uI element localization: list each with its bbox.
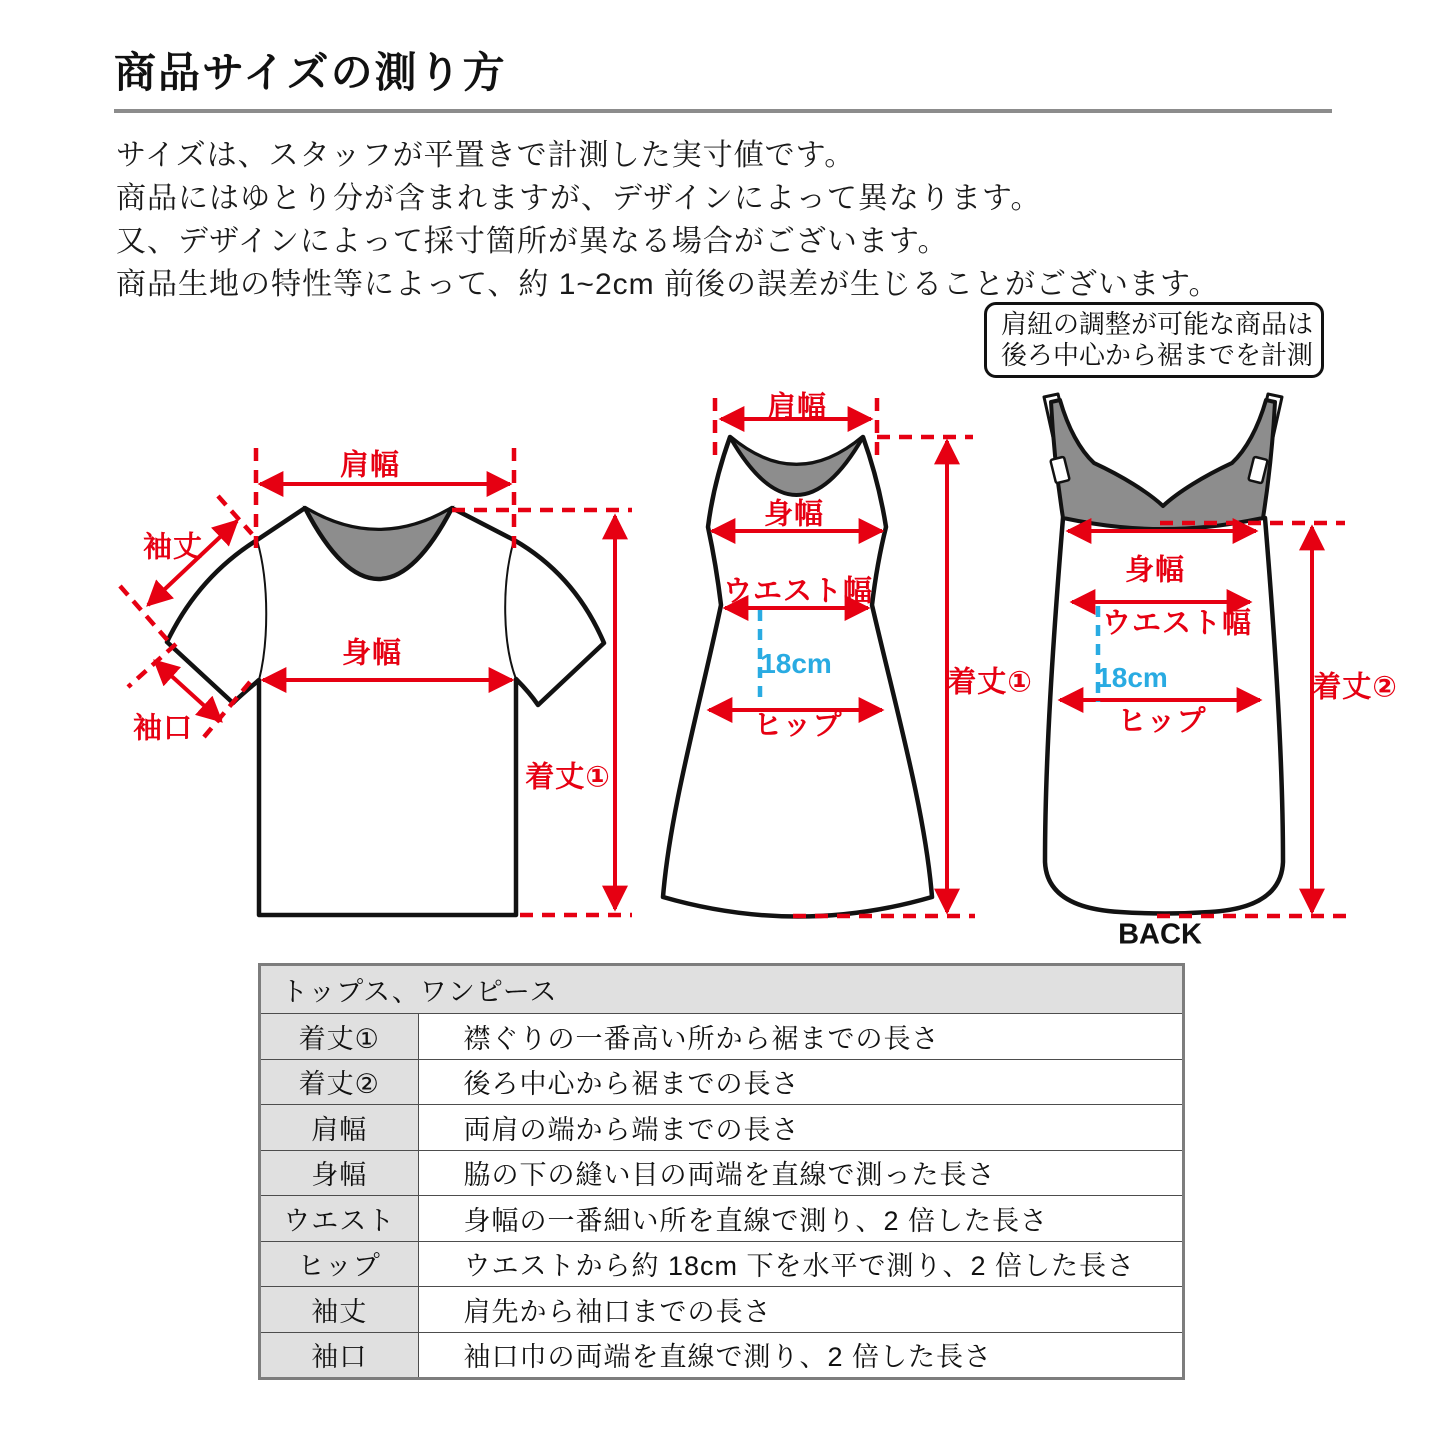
table-row	[261, 1059, 1182, 1105]
intro-line: 商品生地の特性等によって、約 1~2cm 前後の誤差が生じることがございます。	[116, 268, 1220, 301]
camisole-hip-label: ヒップ	[1117, 705, 1207, 738]
tshirt-body-width-label: 身幅	[341, 637, 403, 670]
camisole-back-label: BACK	[1118, 918, 1202, 951]
strap-note-line: 後ろ中心から裾までを計測	[1001, 340, 1314, 370]
table-row	[261, 1241, 1182, 1287]
desc-cell: 脇の下の縫い目の両端を直線で測った長さ	[463, 1160, 996, 1191]
desc-cell: 襟ぐりの一番高い所から裾までの長さ	[463, 1023, 940, 1054]
term-cell: ウエスト	[261, 1196, 419, 1241]
desc-cell: ウエストから約 18cm 下を水平で測り、2 倍した長さ	[463, 1251, 1136, 1282]
term-cell: 着丈①	[261, 1014, 419, 1059]
desc-cell: 肩先から袖口までの長さ	[463, 1296, 772, 1327]
intro-line: 商品にはゆとり分が含まれますが、デザインによって異なります。	[116, 182, 1042, 215]
tshirt-cuff-width-label: 袖口	[132, 712, 194, 745]
table-header: トップス、ワンピース	[261, 966, 1182, 1013]
table-row	[261, 1104, 1182, 1150]
term-cell: 着丈②	[261, 1060, 419, 1105]
dress-hip-label: ヒップ	[753, 709, 843, 742]
dress-length-label: 着丈①	[947, 666, 1033, 699]
table-row	[261, 1332, 1182, 1378]
table-row	[261, 1195, 1182, 1241]
strap-note-line: 肩紐の調整が可能な商品は	[1001, 309, 1314, 339]
dress-hip-offset-label: 18cm	[760, 648, 832, 679]
camisole-illustration	[1044, 394, 1283, 914]
intro-line: サイズは、スタッフが平置きで計測した実寸値です。	[116, 139, 856, 172]
tshirt-illustration	[167, 508, 604, 915]
term-cell: 肩幅	[261, 1105, 419, 1150]
desc-cell: 後ろ中心から裾までの長さ	[463, 1069, 800, 1100]
intro-line: 又、デザインによって採寸箇所が異なる場合がございます。	[116, 225, 949, 258]
desc-cell: 身幅の一番細い所を直線で測り、2 倍した長さ	[463, 1205, 1049, 1236]
desc-cell: 両肩の端から端までの長さ	[463, 1114, 800, 1145]
page-title: 商品サイズの測り方	[114, 49, 507, 96]
tshirt-shoulder-width-label: 肩幅	[339, 449, 401, 482]
tshirt-sleeve-length-label: 袖丈	[142, 531, 204, 564]
dress-waist-width-label: ウエスト幅	[722, 575, 874, 608]
table-row	[261, 1150, 1182, 1196]
dress-shoulder-width-label: 肩幅	[766, 391, 828, 424]
dress-body-width-label: 身幅	[763, 498, 825, 531]
term-cell: 身幅	[261, 1151, 419, 1196]
term-cell: 袖丈	[261, 1287, 419, 1332]
tshirt-length-label: 着丈①	[525, 761, 611, 794]
camisole-length-label: 着丈②	[1312, 671, 1398, 704]
table-row	[261, 1286, 1182, 1332]
camisole-body-width-label: 身幅	[1124, 554, 1186, 587]
measurement-legend-table	[258, 963, 1185, 1380]
desc-cell: 袖口巾の両端を直線で測り、2 倍した長さ	[463, 1342, 993, 1373]
table-row	[261, 1013, 1182, 1059]
camisole-waist-width-label: ウエスト幅	[1101, 607, 1253, 640]
camisole-hip-offset-label: 18cm	[1096, 662, 1168, 693]
term-cell: 袖口	[261, 1333, 419, 1378]
term-cell: ヒップ	[261, 1242, 419, 1287]
